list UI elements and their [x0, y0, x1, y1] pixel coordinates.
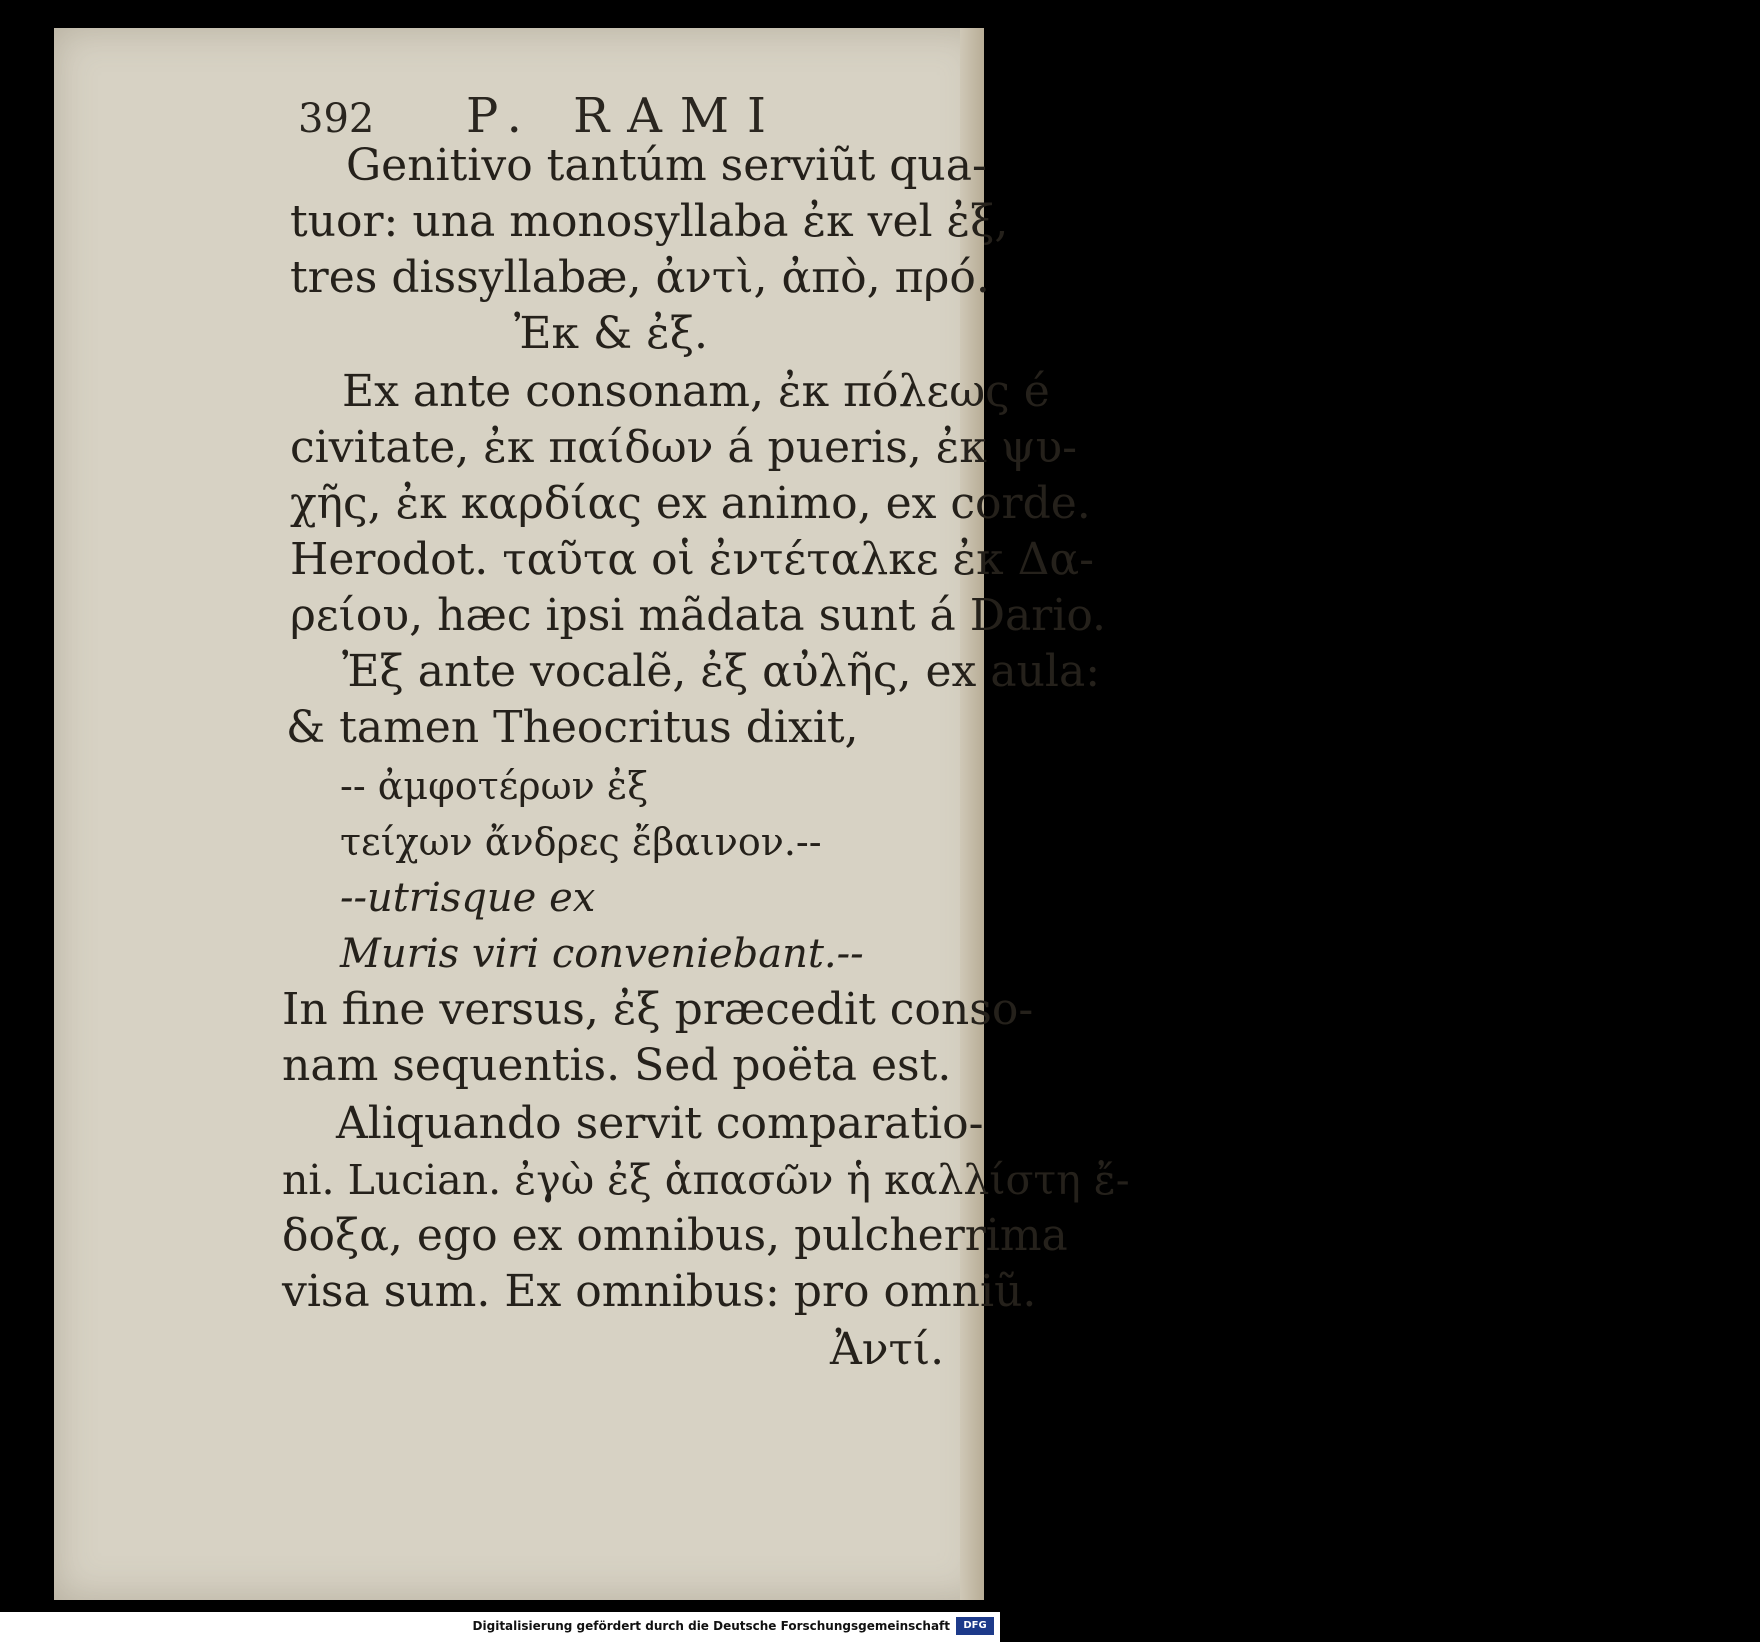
text-line: ni. Lucian. ἐγὼ ἐξ ἁπασῶν ἡ καλλίστη ἔ-	[282, 1156, 1130, 1204]
text-line: χῆς, ἐκ καρδίας ex animo, ex corde.	[290, 478, 1091, 529]
text-line: δοξα, ego ex omnibus, pulcherrima	[282, 1210, 1068, 1261]
page-number: 392	[298, 96, 375, 142]
text-line: ρείου, hæc ipsi mãdata sunt á Dario.	[290, 590, 1107, 641]
footer-bar	[0, 1612, 1000, 1642]
verse-translation-line: Muris viri conveniebant.--	[340, 931, 864, 977]
book-page	[54, 28, 1130, 1600]
text-line: Ex ante consonam, ἐκ πόλεως é	[342, 366, 1050, 417]
text-line: tuor: una monosyllaba ἐκ vel ἐξ,	[290, 196, 1009, 247]
text-line: civitate, ἐκ παίδων á pueris, ἐκ ψυ-	[290, 422, 1077, 473]
text-line: Herodot. ταῦτα οἱ ἐντέταλκε ἐκ Δα-	[290, 534, 1094, 585]
dfg-logo: DFG	[956, 1617, 994, 1635]
text-line: visa sum. Ex omnibus: pro omniũ.	[282, 1266, 1037, 1317]
section-heading: Ἐκ & ἐξ.	[514, 308, 709, 359]
text-line: Aliquando servit comparatio-	[336, 1098, 984, 1149]
text-line: In fine versus, ἐξ præcedit conso-	[282, 984, 1034, 1035]
text-line: Genitivo tantúm serviũt qua-	[346, 140, 987, 191]
running-title: P. RAMI	[466, 88, 784, 144]
text-line: nam sequentis. Sed poëta est.	[282, 1040, 952, 1091]
verse-line: τείχων ἄνδρες ἔβαινον.--	[340, 820, 822, 864]
text-line: Ἐξ ante vocalẽ, ἐξ αὐλῆς, ex aula:	[342, 646, 1101, 697]
verse-line: -- ἀμφοτέρων ἐξ	[340, 764, 649, 808]
funding-note: Digitalisierung gefördert durch die Deutsche Forschungsgemeinschaft	[472, 1619, 950, 1633]
catchword: Ἀντί.	[830, 1324, 945, 1375]
text-line: tres dissyllabæ, ἀντὶ, ἀπὸ, πρό.	[290, 252, 990, 303]
text-line: & tamen Theocritus dixit,	[286, 702, 859, 753]
verse-translation-line: --utrisque ex	[340, 875, 596, 921]
